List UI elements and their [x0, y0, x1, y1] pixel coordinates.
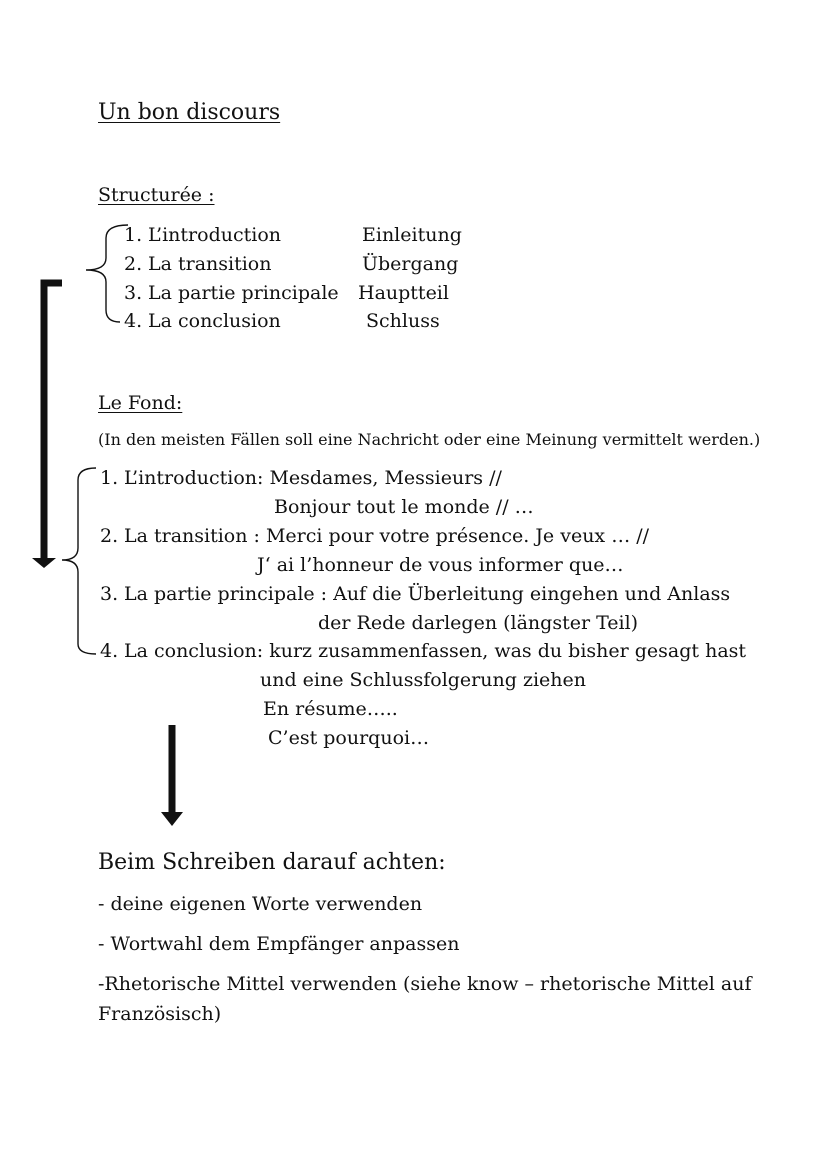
structure-item-de: Schluss — [366, 310, 440, 332]
down-arrow-head — [161, 812, 183, 826]
fond-item-cont: J‘ ai l’honneur de vous informer que… — [257, 554, 624, 576]
fond-heading: Le Fond: — [98, 392, 183, 414]
tip-item: Französisch) — [98, 1003, 222, 1025]
structure-item-num: 3. — [124, 282, 143, 304]
fond-item-cont: und eine Schlussfolgerung ziehen — [260, 669, 586, 691]
fond-item-head: La transition : Merci pour votre présence. Je veux … // — [124, 525, 650, 547]
fond-item-cont: En résume….. — [263, 698, 398, 720]
fond-item-head: L’introduction: Mesdames, Messieurs // — [124, 467, 502, 489]
page-title: Un bon discours — [98, 100, 281, 125]
fond-item-num: 3. — [100, 583, 119, 605]
structure-item-num: 1. — [124, 224, 143, 246]
tip-item: - deine eigenen Worte verwenden — [98, 893, 423, 915]
fond-item-num: 2. — [100, 525, 119, 547]
fond-item-head: La conclusion: kurz zusammenfassen, was du bisher gesagt hast — [124, 640, 747, 662]
tip-item: -Rhetorische Mittel verwenden (siehe know – rhetorische Mittel auf — [98, 973, 752, 995]
structure-item-num: 2. — [124, 253, 143, 275]
structure-item-de: Hauptteil — [358, 282, 449, 304]
tip-item: - Wortwahl dem Empfänger anpassen — [98, 933, 460, 955]
left-bracket-arrow — [44, 283, 62, 558]
structure-item-fr: L’introduction — [148, 224, 281, 246]
structure-item-fr: La partie principale — [148, 282, 339, 304]
structure-item-fr: La conclusion — [148, 310, 281, 332]
content-brace — [62, 468, 96, 654]
left-arrow-head — [32, 558, 56, 568]
tips-heading: Beim Schreiben darauf achten: — [98, 850, 446, 875]
fond-item-num: 1. — [100, 467, 119, 489]
fond-item-num: 4. — [100, 640, 119, 662]
fond-item-head: La partie principale : Auf die Überleitung eingehen und Anlass — [124, 583, 731, 605]
fond-item-cont: C’est pourquoi… — [268, 727, 430, 749]
fond-item-cont: Bonjour tout le monde // … — [274, 496, 534, 518]
structure-item-fr: La transition — [148, 253, 272, 275]
structure-item-de: Einleitung — [362, 224, 462, 246]
fond-note: (In den meisten Fällen soll eine Nachricht oder eine Meinung vermittelt werden.) — [98, 430, 761, 449]
structure-item-de: Übergang — [362, 253, 459, 275]
structure-item-num: 4. — [124, 310, 143, 332]
structure-brace — [86, 225, 128, 322]
structure-heading: Structurée : — [98, 184, 215, 206]
fond-item-cont: der Rede darlegen (längster Teil) — [318, 612, 639, 634]
